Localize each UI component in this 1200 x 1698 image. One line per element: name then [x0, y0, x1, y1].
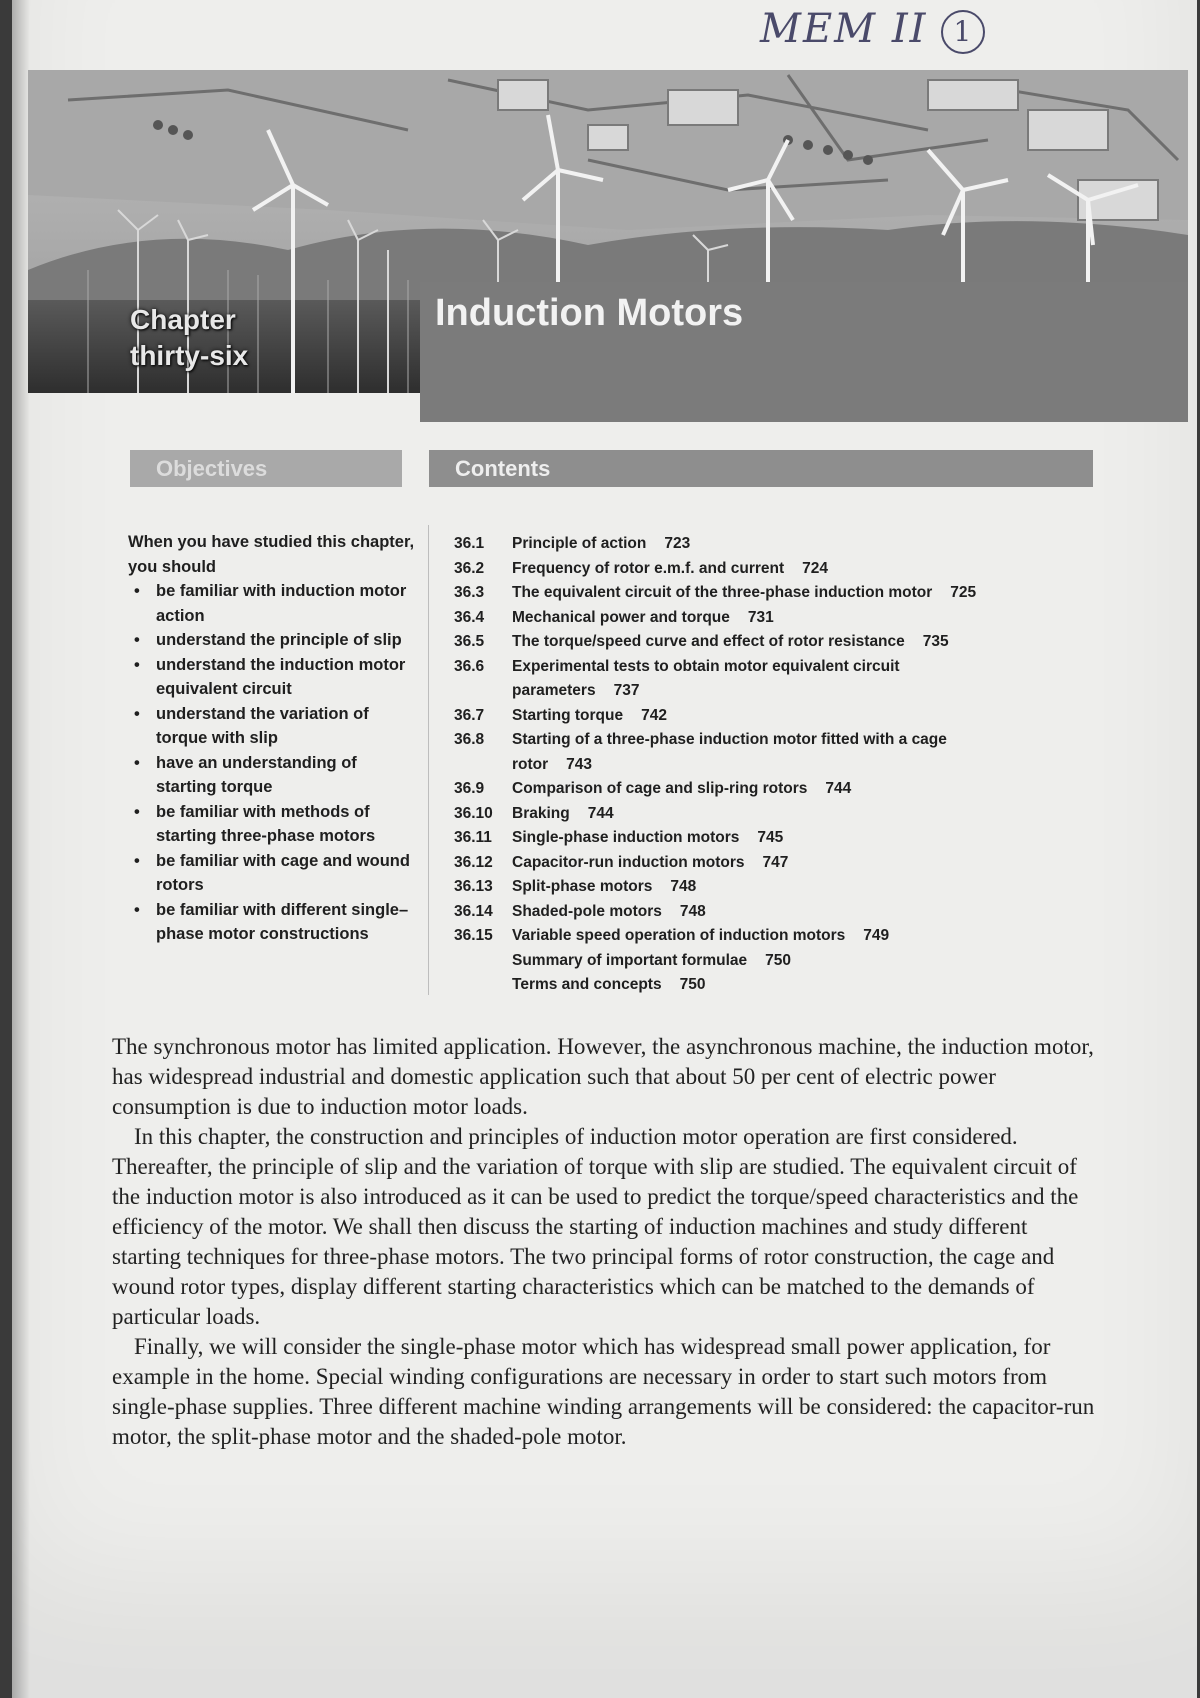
list-item: • be familiar with cage and wound rotors: [128, 849, 418, 898]
objectives-intro: When you have studied this chapter, you should: [128, 533, 415, 576]
toc-entry: 36.12 Capacitor-run induction motors 747: [454, 853, 789, 871]
chapter-title: Induction Motors: [435, 292, 744, 334]
bullet-icon: •: [134, 802, 140, 821]
toc-entry: 36.11 Single-phase induction motors 745: [454, 829, 784, 846]
list-item: • have an understanding of starting torque: [128, 751, 418, 800]
chapter-label-line2: thirty-six: [130, 340, 249, 371]
list-item: • understand the induction motor equivalent circuit: [128, 653, 418, 702]
toc-entry: 36.8 Starting of a three-phase induction motor fitted with a cage rotor 743: [454, 731, 947, 773]
bullet-icon: •: [134, 655, 140, 674]
toc-entry: 36.4 Mechanical power and torque 731: [454, 608, 774, 626]
objectives-list: [128, 579, 418, 947]
contents-list: [454, 532, 1154, 998]
toc-entry: 36.1 Principle of action 723: [454, 535, 691, 552]
toc-entry: Terms and concepts 750: [512, 976, 706, 993]
chapter-label-line1: Chapter: [130, 304, 236, 335]
contents-heading: Contents: [429, 450, 1093, 487]
toc-entry: 36.9 Comparison of cage and slip-ring rotors 744: [454, 780, 852, 797]
list-item: • be familiar with induction motor action: [128, 579, 418, 628]
toc-entry: Summary of important formulae 750: [512, 951, 791, 969]
toc-entry: 36.14 Shaded-pole motors 748: [454, 902, 706, 920]
objectives-heading: Objectives: [130, 450, 402, 487]
intro-paragraph: Finally, we will consider the single-phase motor which has widespread small power application, for example in the home. Special winding configurations are necessary in order to start such motors from single-phase supplies. Three different machine winding arrangements will be considered: the capacitor-run motor, the split-phase motor and the shaded-pole motor.: [112, 1334, 1095, 1449]
bullet-icon: •: [134, 900, 140, 919]
objectives-section: [128, 530, 418, 947]
chapter-introduction: [112, 1032, 1096, 1452]
toc-entry: 36.13 Split-phase motors 748: [454, 878, 697, 895]
handwritten-note-text: MEM II: [760, 6, 928, 52]
list-item: • be familiar with different single–phase motor constructions: [128, 898, 418, 947]
list-item: • understand the principle of slip: [128, 628, 418, 653]
chapter-number-label: [130, 302, 248, 374]
toc-entry: 36.5 The torque/speed curve and effect of rotor resistance 735: [454, 633, 949, 650]
bullet-icon: •: [134, 851, 140, 870]
toc-entry: 36.10 Braking 744: [454, 804, 614, 822]
bullet-icon: •: [134, 753, 140, 772]
handwritten-note: [760, 6, 985, 54]
toc-entry: 36.3 The equivalent circuit of the three-phase induction motor 725: [454, 584, 977, 601]
toc-entry: 36.2 Frequency of rotor e.m.f. and current 724: [454, 559, 829, 577]
toc-entry: 36.6 Experimental tests to obtain motor equivalent circuit parameters 737: [454, 657, 900, 699]
intro-paragraph: In this chapter, the construction and principles of induction motor operation are first considered. Thereafter, the principle of slip and the variation of torque with slip are studied. The equivalent circuit of the induction motor is also introduced as it can be used to predict the torque/speed characteristics and the efficiency of the motor. We shall then discuss the starting of induction machines and study different starting techniques for three-phase motors. The two principal forms of rotor construction, the cage and wound rotor types, display different starting characteristics which can be matched to the demands of particular loads.: [112, 1124, 1079, 1329]
bullet-icon: •: [134, 582, 140, 600]
list-item: • understand the variation of torque with slip: [128, 702, 418, 751]
handwritten-circled-number: 1: [941, 10, 985, 54]
intro-paragraph: The synchronous motor has limited application. However, the asynchronous machine, the induction motor, has widespread industrial and domestic application such that about 50 per cent of electric power consumption is due to induction motor loads.: [112, 1034, 1094, 1119]
toc-entry: 36.15 Variable speed operation of induction motors 749: [454, 927, 890, 944]
bullet-icon: •: [134, 704, 140, 723]
toc-entry: 36.7 Starting torque 742: [454, 706, 667, 724]
bullet-icon: •: [134, 631, 140, 649]
column-divider: [428, 525, 429, 995]
list-item: • be familiar with methods of starting three-phase motors: [128, 800, 418, 849]
